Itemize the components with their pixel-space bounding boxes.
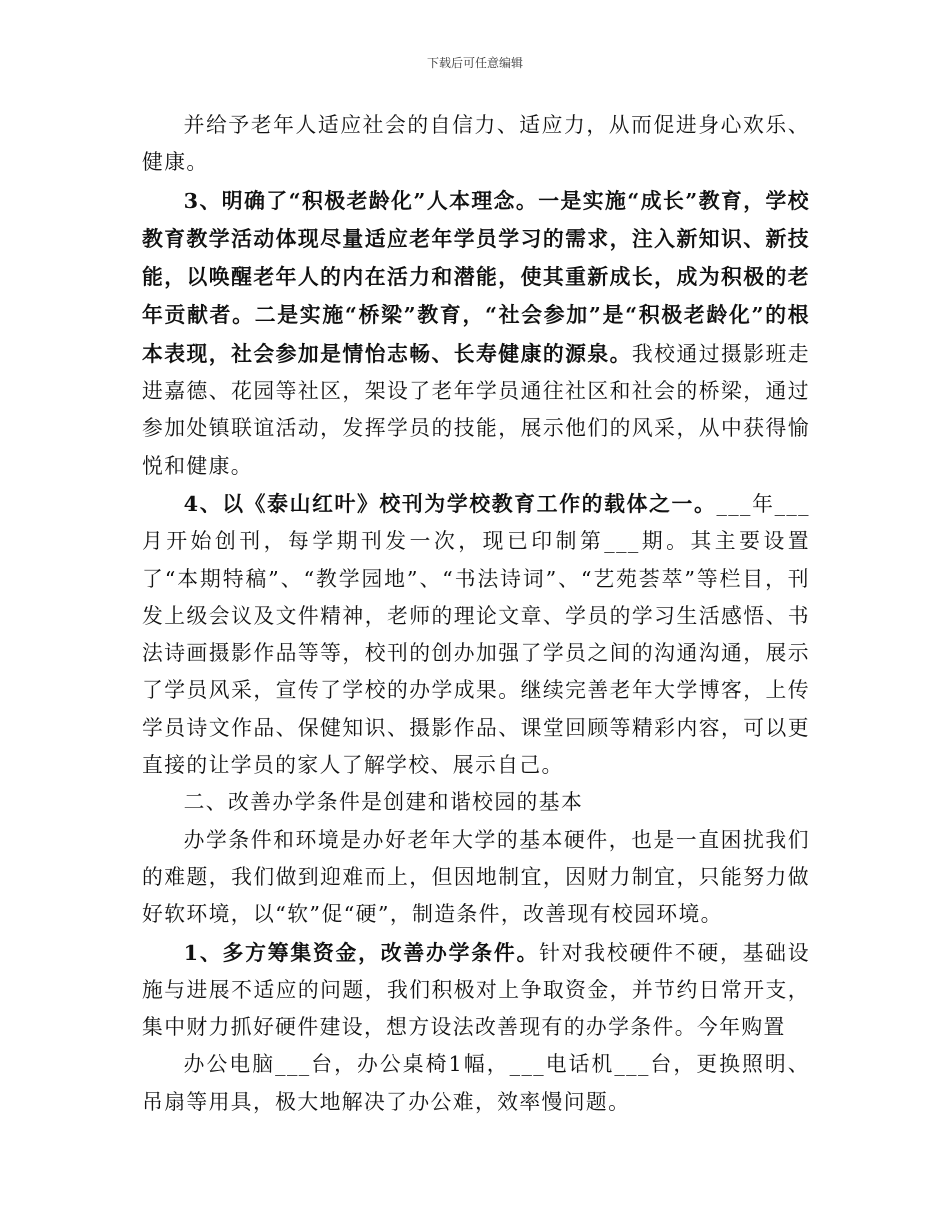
paragraph-6: [142, 934, 810, 1047]
page-header: 下载后可任意编辑: [426, 56, 523, 70]
paragraph-2-rest: 我校通过摄影班走进嘉德、花园等社区，架设了老年学员通往社区和社会的桥梁，通过参加处镇联谊活动，发挥学员的技能，展示他们的风采，从中获得愉悦和健康。: [142, 341, 810, 478]
paragraph-6-rest: 针对我校硬件不硬，基础设施与进展不适应的问题，我们积极对上争取资金，并节约日常开支，集中财力抓好硬件建设，想方设法改善现有的办学条件。今年购置: [142, 940, 810, 1040]
paragraph-3-rest: ___年___月开始创刊，每学期刊发一次，现已印制第___期。其主要设置了“本期特稿”、“教学园地”、“书法诗词”、“艺苑荟萃”等栏目，刊发上级会议及文件精神，老师的理论文章、学员的学习生活感悟、书法诗画摄影作品等等，校刊的创办加强了学员之间的沟通沟通，展示了学员风采，宣传了学校的办学成果。继续完善老年大学博客，上传学员诗文作品、保健知识、摄影作品、课堂回顾等精彩内容，可以更直接的让学员的家人了解学校、展示自己。: [142, 491, 810, 778]
paragraph-1: 并给予老年人适应社会的自信力、适应力，从而促进身心欢乐、健康。: [142, 113, 810, 175]
paragraph-5: 办学条件和环境是办好老年大学的基本硬件，也是一直困扰我们的难题，我们做到迎难而上，但因地制宜，因财力制宜，只能努力做好软环境，以“软”促“硬”，制造条件，改善现有校园环境。: [142, 827, 810, 927]
paragraph-3: [142, 485, 810, 784]
paragraph-2: [142, 182, 810, 485]
paragraph-7: 办公电脑___台，办公桌椅1幅，___电话机___台，更换照明、吊扇等用具，极大地解决了办公难，效率慢问题。: [142, 1052, 810, 1114]
paragraph-6-bold: 1、多方筹集资金，改善办学条件。: [183, 939, 540, 965]
paragraph-2-bold: 3、明确了“积极老龄化”人本理念。一是实施“成长”教育，学校教育教学活动体现尽量适应老年学员学习的需求，注入新知识、新技能，以唤醒老年人的内在活力和潜能，使其重新成长，成为积极的老年贡献者。二是实施“桥梁”教育，“社会参加”是“积极老龄化”的根本表现，社会参加是情怡志畅、长寿健康的源泉。: [142, 187, 810, 366]
document-body: [142, 107, 810, 1121]
section-heading: 二、改善办学条件是创建和谐校园的基本: [183, 790, 584, 815]
paragraph-3-bold: 4、以《泰山红叶》校刊为学校教育工作的载体之一。: [183, 490, 717, 516]
